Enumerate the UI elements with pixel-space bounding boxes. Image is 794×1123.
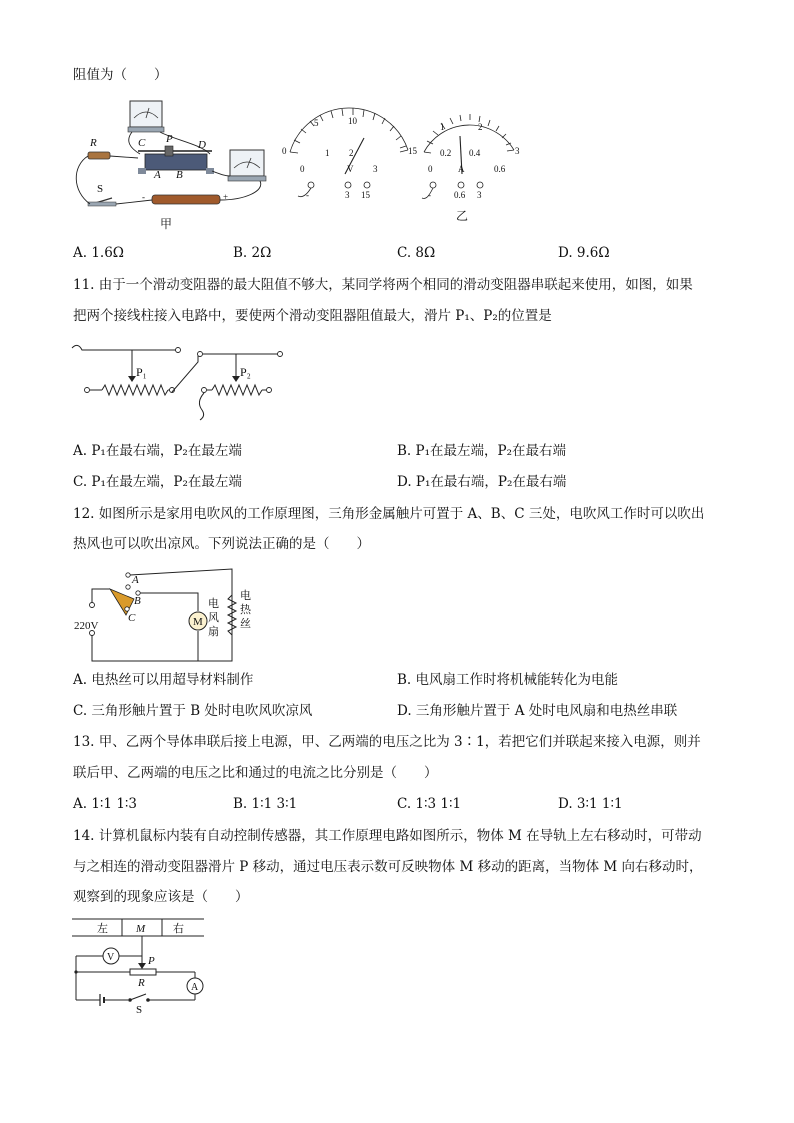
q11-stem-line1: 11. 由于一个滑动变阻器的最大阻值不够大，某同学将两个相同的滑动变阻器串联起来使用，如图，如果 (73, 277, 693, 293)
svg-text:V: V (347, 164, 354, 174)
label-s: S (136, 1004, 143, 1014)
label-c: C (138, 137, 146, 149)
svg-text:3: 3 (345, 190, 350, 200)
svg-text:0.6: 0.6 (454, 190, 466, 200)
label-a: A (132, 574, 139, 586)
q10-option-a[interactable]: A. 1.6Ω (73, 245, 124, 261)
svg-text:扇: 扇 (208, 626, 219, 638)
q11-option-b[interactable]: B. P₁在最左端，P₂在最右端 (397, 443, 566, 459)
svg-text:-: - (142, 192, 145, 202)
svg-text:15: 15 (408, 146, 417, 156)
q12-stem-line2: 热风也可以吹出凉风。下列说法正确的是（ ） (73, 536, 370, 552)
label-left: 左 (97, 923, 108, 935)
label-b: B (176, 169, 183, 181)
svg-text:电: 电 (208, 598, 219, 610)
label-p: P (166, 133, 173, 145)
q12-option-b[interactable]: B. 电风扇工作时将机械能转化为电能 (397, 672, 619, 688)
svg-text:0: 0 (300, 164, 305, 174)
q12-figure (70, 565, 255, 667)
label-yi: 乙 (456, 209, 469, 223)
q12-stem-line1: 12. 如图所示是家用电吹风的工作原理图，三角形金属触片可置于 A、B、C 三处，电吹风工作时可以吹出 (73, 506, 705, 522)
label-r: R (138, 977, 145, 989)
label-jia: 甲 (160, 217, 173, 231)
battery (152, 195, 220, 204)
q14-figure (70, 914, 210, 1014)
q13-option-d[interactable]: D. 3∶1 1∶1 (558, 796, 623, 812)
q13-option-c[interactable]: C. 1∶3 1∶1 (397, 796, 462, 812)
svg-text:电: 电 (240, 590, 251, 602)
label-a: A (154, 169, 161, 181)
q13-option-a[interactable]: A. 1∶1 1∶3 (73, 796, 138, 812)
label-r: R (90, 137, 97, 149)
q10-figure (70, 96, 530, 232)
svg-text:-: - (306, 190, 309, 200)
svg-text:风: 风 (208, 612, 219, 624)
label-p1: P₁ (136, 365, 147, 379)
svg-text:热: 热 (240, 604, 251, 616)
svg-text:3: 3 (477, 190, 482, 200)
intro-line: 阻值为（ ） (73, 67, 168, 83)
rheostat-coil (145, 154, 207, 170)
label-m: M (136, 923, 146, 935)
label-p: P (148, 955, 155, 967)
label-right: 右 (173, 923, 184, 935)
voltmeter-dial (282, 108, 418, 200)
svg-text:丝: 丝 (240, 618, 251, 630)
svg-text:1: 1 (440, 122, 445, 132)
svg-text:0: 0 (428, 164, 433, 174)
voltmeter-device (130, 101, 162, 127)
q12-option-a[interactable]: A. 电热丝可以用超导材料制作 (73, 672, 254, 688)
q11-option-d[interactable]: D. P₁在最右端，P₂在最右端 (397, 474, 567, 490)
svg-text:A: A (458, 164, 465, 174)
label-b: B (134, 595, 141, 607)
svg-text:2: 2 (478, 122, 483, 132)
label-220v: 220V (74, 620, 99, 632)
svg-text:1: 1 (325, 148, 330, 158)
q11-option-a[interactable]: A. P₁在最右端，P₂在最左端 (73, 443, 242, 459)
q14-stem-line1: 14. 计算机鼠标内装有自动控制传感器，其工作原理电路如图所示，物体 M 在导轨上左右移动时，可带动 (73, 828, 702, 844)
svg-text:3: 3 (515, 146, 520, 156)
label-m: M (193, 616, 203, 628)
label-p2: P₂ (240, 365, 251, 379)
label-d: D (198, 139, 206, 151)
svg-text:+: + (223, 192, 229, 202)
svg-text:5: 5 (314, 118, 319, 128)
svg-text:10: 10 (348, 116, 357, 126)
q14-stem-line3: 观察到的现象应该是（ ） (73, 889, 249, 905)
ammeter-dial (422, 114, 520, 223)
q13-option-b[interactable]: B. 1∶1 3∶1 (233, 796, 298, 812)
q10-option-c[interactable]: C. 8Ω (397, 245, 436, 261)
q14-stem-line2: 与之相连的滑动变阻器滑片 P 移动，通过电压表示数可反映物体 M 移动的距离，当物体 M 向右移动时， (73, 859, 703, 875)
q11-option-c[interactable]: C. P₁在最左端，P₂在最左端 (73, 474, 242, 490)
svg-text:V: V (107, 952, 115, 963)
svg-text:0: 0 (282, 146, 287, 156)
q12-option-d[interactable]: D. 三角形触片置于 A 处时电风扇和电热丝串联 (397, 703, 678, 719)
q13-stem-line1: 13. 甲、乙两个导体串联后接上电源，甲、乙两端的电压之比为 3∶1，若把它们并联起来接入电源，则并 (73, 734, 701, 750)
svg-text:3: 3 (373, 164, 378, 174)
q11-stem-line2: 把两个接线柱接入电路中，要使两个滑动变阻器阻值最大，滑片 P₁、P₂的位置是 (73, 308, 552, 324)
svg-text:0.6: 0.6 (494, 164, 506, 174)
label-c: C (128, 612, 136, 624)
svg-text:A: A (191, 982, 199, 993)
svg-text:2: 2 (349, 148, 354, 158)
svg-text:15: 15 (361, 190, 370, 200)
svg-text:-: - (428, 190, 431, 200)
label-s: S (97, 183, 104, 195)
switch-s (130, 994, 146, 1000)
svg-text:0.4: 0.4 (469, 148, 481, 158)
circuit-jia (76, 101, 266, 231)
q13-stem-line2: 联后甲、乙两端的电压之比和通过的电流之比分别是（ ） (73, 765, 438, 781)
rheostat-1-coil (102, 385, 168, 395)
ammeter-device (230, 150, 264, 176)
resistor-r (88, 152, 110, 159)
rheostat-2-coil (212, 385, 262, 395)
q10-option-d[interactable]: D. 9.6Ω (558, 245, 610, 261)
q11-figure (70, 340, 290, 422)
q10-option-b[interactable]: B. 2Ω (233, 245, 272, 261)
resistor-r (130, 969, 156, 975)
q12-option-c[interactable]: C. 三角形触片置于 B 处时电吹风吹凉风 (73, 703, 313, 719)
svg-text:0.2: 0.2 (440, 148, 452, 158)
